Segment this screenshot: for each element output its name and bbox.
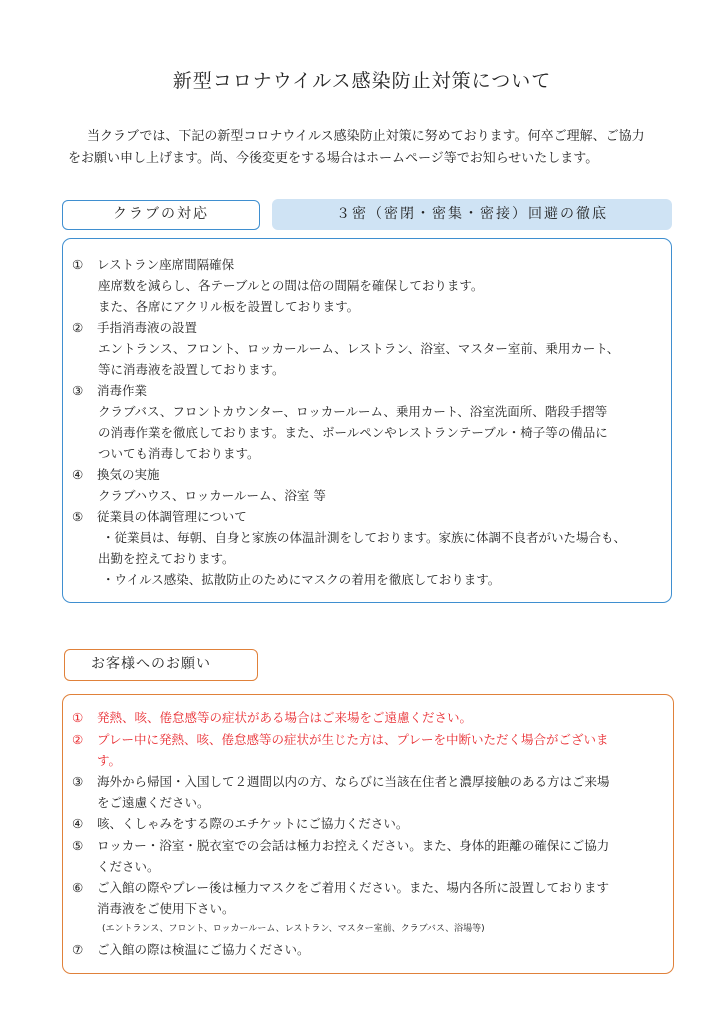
item-line: 出勤を控えております。 (98, 551, 235, 566)
request-section-tab: お客様へのお願い (64, 649, 258, 681)
item-number: ② (72, 732, 84, 747)
item-line: クラブハウス、ロッカールーム、浴室 等 (98, 488, 326, 503)
request-item (72, 877, 664, 940)
item-line: エントランス、フロント、ロッカールーム、レストラン、浴室、マスター室前、乗用カート、 (98, 341, 620, 356)
item-heading: レストラン座席間隔確保 (97, 257, 235, 272)
item-number: ② (72, 320, 84, 335)
request-item (72, 771, 664, 813)
item-number: ③ (72, 774, 84, 789)
club-item (72, 464, 326, 506)
item-number: ⑥ (72, 880, 84, 895)
item-heading: 消毒作業 (97, 383, 148, 398)
item-number: ④ (72, 816, 84, 831)
item-note: (エントランス、フロント、ロッカールーム、レストラン、マスター室前、クラブバス、浴場等) (102, 924, 485, 934)
item-line: ください。 (97, 859, 160, 874)
request-item (72, 707, 664, 728)
item-line: ロッカー・浴室・脱衣室での会話は極力お控えください。また、身体的距離の確保にご協力 (97, 838, 610, 853)
item-number: ④ (72, 467, 84, 482)
item-number: ⑤ (72, 509, 84, 524)
item-number: ① (72, 710, 84, 725)
request-item (72, 939, 664, 960)
club-item (72, 380, 608, 464)
club-item (72, 254, 483, 317)
item-number: ③ (72, 383, 84, 398)
item-line: の消毒作業を徹底しております。また、ボールペンやレストランテーブル・椅子等の備品に (98, 425, 608, 440)
page-title: 新型コロナウイルス感染防止対策について (172, 70, 552, 92)
request-item (72, 835, 664, 877)
item-line: 咳、くしゃみをする際のエチケットにご協力ください。 (97, 816, 409, 831)
item-line: クラブバス、フロントカウンター、ロッカールーム、乗用カート、浴室洗面所、階段手摺等 (98, 404, 608, 419)
item-line: ・ウイルス感染、拡散防止のためにマスクの着用を徹底しております。 (102, 572, 501, 587)
club-section-tab: クラブの対応 (62, 200, 260, 230)
intro-paragraph (68, 126, 678, 170)
item-number: ① (72, 257, 84, 272)
club-item (72, 317, 619, 380)
club-item (72, 506, 626, 590)
item-line: 座席数を減らし、各テーブルとの間は倍の間隔を確保しております。 (98, 278, 484, 293)
item-line: をご遠慮ください。 (97, 795, 210, 810)
item-line: ・従業員は、毎朝、自身と家族の体温計測をしております。家族に体調不良者がいた場合も、 (102, 530, 627, 545)
item-line: ついても消毒しております。 (98, 446, 260, 461)
item-line: す。 (97, 753, 122, 768)
request-item (72, 729, 664, 771)
item-line: また、各席にアクリル板を設置しております。 (98, 299, 360, 314)
intro-line: 当クラブでは、下記の新型コロナウイルス感染防止対策に努めております。何卒ご理解、ご協力 (87, 129, 645, 144)
item-line: 消毒液をご使用下さい。 (97, 901, 235, 916)
item-number: ⑤ (72, 838, 84, 853)
request-item (72, 813, 664, 834)
intro-line: をお願い申し上げます。尚、今後変更をする場合はホームページ等でお知らせいたします。 (68, 151, 599, 166)
item-heading: 手指消毒液の設置 (97, 320, 198, 335)
three-mitsu-banner: ３密（密閉・密集・密接）回避の徹底 (272, 199, 672, 230)
item-line: ご入館の際は検温にご協力ください。 (97, 942, 310, 957)
item-line: プレー中に発熱、咳、倦怠感等の症状が生じた方は、プレーを中断いただく場合がございま (97, 732, 609, 747)
item-heading: 換気の実施 (97, 467, 160, 482)
item-line: 等に消毒液を設置しております。 (98, 362, 285, 377)
item-number: ⑦ (72, 942, 84, 957)
item-heading: 従業員の体調管理について (97, 509, 247, 524)
item-line: 海外から帰国・入国して２週間以内の方、ならびに当該在住者と濃厚接触のある方はご来場 (97, 774, 610, 789)
item-line: 発熱、咳、倦怠感等の症状がある場合はご来場をご遠慮ください。 (97, 710, 473, 725)
item-line: ご入館の際やプレー後は極力マスクをご着用ください。また、場内各所に設置しております (97, 880, 610, 895)
